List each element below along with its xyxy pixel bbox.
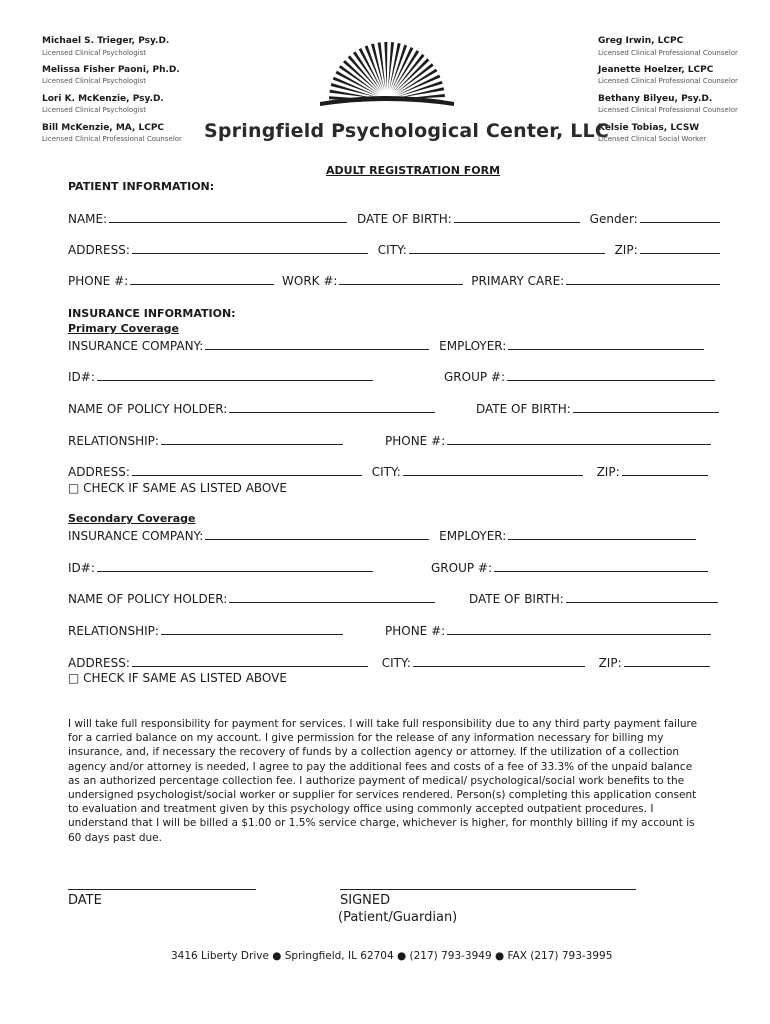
address-field[interactable] bbox=[132, 242, 368, 254]
address-label: ADDRESS: bbox=[68, 243, 130, 257]
sunrise-logo-icon bbox=[312, 40, 462, 112]
employer-label: EMPLOYER: bbox=[439, 339, 507, 353]
secondary-relationship-row bbox=[68, 623, 343, 638]
secondary-same-checkbox[interactable]: □ CHECK IF SAME AS LISTED ABOVE bbox=[68, 671, 287, 685]
primary-dob-row bbox=[476, 401, 719, 416]
city-label: CITY: bbox=[381, 656, 411, 670]
phone-label: PHONE #: bbox=[385, 434, 446, 448]
secondary-company-field[interactable] bbox=[205, 528, 429, 540]
primary-address-field[interactable] bbox=[132, 464, 362, 476]
staff-title: Licensed Clinical Psychologist bbox=[42, 106, 146, 114]
secondary-company-row bbox=[68, 528, 696, 543]
secondary-phone-field[interactable] bbox=[447, 623, 711, 635]
dob-label: DATE OF BIRTH: bbox=[476, 402, 571, 416]
primary-care-field[interactable] bbox=[566, 273, 720, 285]
agreement-text: I will take full responsibility for payment for services. I will take full responsibility due to any third party payment failure for a carried balance on my account. I give permission for the release of any information necessary for billing my insurance, and, if necessary the recovery of funds by a collection agency or attorney. If the utilization of a collection agency and/or attorney is needed, I agree to pay the additional fees and costs of a fee of 33.3% of the unpaid balance as an authorized percentage collection fee. I authorize payment of medical/ psychological/social work benefits to the undersigned psychologist/social worker or supplier for services rendered. Person(s) completing this application consent to evaluation and treatment given by this psychology office using commonly accepted outpatient procedures. I understand that I will be billed a $1.00 or 1.5% service charge, whichever is higher, for monthly billing if my account is 60 days past due. bbox=[68, 718, 698, 844]
form-title: ADULT REGISTRATION FORM bbox=[326, 164, 501, 177]
city-label: CITY: bbox=[377, 243, 407, 257]
primary-care-label: PRIMARY CARE: bbox=[471, 274, 565, 288]
gender-label: Gender: bbox=[589, 212, 638, 226]
footer-contact: 3416 Liberty Drive ● Springfield, IL 62704 ● (217) 793-3949 ● FAX (217) 793-3995 bbox=[171, 950, 613, 962]
city-field[interactable] bbox=[409, 242, 605, 254]
staff-name: Michael S. Trieger, Psy.D. bbox=[42, 36, 170, 46]
primary-id-row bbox=[68, 369, 373, 384]
primary-dob-field[interactable] bbox=[573, 401, 719, 413]
id-label: ID#: bbox=[68, 370, 95, 384]
work-field[interactable] bbox=[339, 273, 463, 285]
secondary-id-row bbox=[68, 560, 373, 575]
primary-holder-row bbox=[68, 401, 435, 416]
primary-relationship-field[interactable] bbox=[161, 433, 343, 445]
secondary-id-field[interactable] bbox=[97, 560, 373, 572]
patient-info-heading: PATIENT INFORMATION: bbox=[68, 180, 215, 193]
company-label: INSURANCE COMPANY: bbox=[68, 529, 204, 543]
secondary-coverage-heading: Secondary Coverage bbox=[68, 512, 196, 525]
group-label: GROUP #: bbox=[444, 370, 506, 384]
secondary-relationship-field[interactable] bbox=[161, 623, 343, 635]
signed-label: SIGNED bbox=[340, 893, 391, 908]
dob-field[interactable] bbox=[454, 211, 580, 223]
secondary-dob-field[interactable] bbox=[566, 591, 718, 603]
date-label: DATE bbox=[68, 893, 102, 908]
patient-address-row bbox=[68, 242, 720, 257]
zip-field[interactable] bbox=[640, 242, 720, 254]
secondary-holder-row bbox=[68, 591, 435, 606]
secondary-zip-field[interactable] bbox=[624, 655, 710, 667]
secondary-group-field[interactable] bbox=[494, 560, 708, 572]
secondary-dob-row bbox=[469, 591, 718, 606]
holder-label: NAME OF POLICY HOLDER: bbox=[68, 402, 228, 416]
name-field[interactable] bbox=[109, 211, 347, 223]
secondary-group-row bbox=[431, 560, 708, 575]
primary-id-field[interactable] bbox=[97, 369, 373, 381]
primary-phone-field[interactable] bbox=[447, 433, 711, 445]
secondary-employer-field[interactable] bbox=[508, 528, 696, 540]
zip-label: ZIP: bbox=[596, 465, 620, 479]
city-label: CITY: bbox=[371, 465, 401, 479]
center-name: Springfield Psychological Center, LLC bbox=[204, 120, 609, 142]
primary-employer-field[interactable] bbox=[508, 338, 704, 350]
date-signature-line[interactable] bbox=[68, 889, 256, 890]
primary-company-field[interactable] bbox=[205, 338, 429, 350]
staff-name: Lori K. McKenzie, Psy.D. bbox=[42, 94, 164, 104]
gender-field[interactable] bbox=[640, 211, 720, 223]
employer-label: EMPLOYER: bbox=[439, 529, 507, 543]
staff-title: Licensed Clinical Professional Counselor bbox=[42, 135, 182, 143]
secondary-holder-field[interactable] bbox=[229, 591, 435, 603]
address-label: ADDRESS: bbox=[68, 656, 130, 670]
zip-label: ZIP: bbox=[598, 656, 622, 670]
primary-address-row bbox=[68, 464, 708, 479]
phone-label: PHONE #: bbox=[385, 624, 446, 638]
signed-signature-line[interactable] bbox=[340, 889, 636, 890]
staff-name: Greg Irwin, LCPC bbox=[598, 36, 684, 46]
primary-zip-field[interactable] bbox=[622, 464, 708, 476]
patient-name-row bbox=[68, 211, 720, 226]
id-label: ID#: bbox=[68, 561, 95, 575]
staff-name: Bethany Bilyeu, Psy.D. bbox=[598, 94, 713, 104]
dob-label: DATE OF BIRTH: bbox=[469, 592, 564, 606]
staff-title: Licensed Clinical Psychologist bbox=[42, 49, 146, 57]
holder-label: NAME OF POLICY HOLDER: bbox=[68, 592, 228, 606]
secondary-city-field[interactable] bbox=[413, 655, 585, 667]
staff-title: Licensed Clinical Professional Counselor bbox=[598, 106, 738, 114]
work-label: WORK #: bbox=[282, 274, 338, 288]
dob-label: DATE OF BIRTH: bbox=[357, 212, 452, 226]
zip-label: ZIP: bbox=[614, 243, 638, 257]
patient-guardian-label: (Patient/Guardian) bbox=[338, 910, 458, 925]
staff-name: Kelsie Tobias, LCSW bbox=[598, 123, 700, 133]
insurance-heading: INSURANCE INFORMATION: bbox=[68, 307, 236, 320]
primary-group-field[interactable] bbox=[507, 369, 715, 381]
staff-name: Melissa Fisher Paoni, Ph.D. bbox=[42, 65, 180, 75]
primary-relationship-row bbox=[68, 433, 343, 448]
secondary-address-row bbox=[68, 655, 710, 670]
primary-group-row bbox=[444, 369, 715, 384]
relationship-label: RELATIONSHIP: bbox=[68, 434, 159, 448]
relationship-label: RELATIONSHIP: bbox=[68, 624, 159, 638]
primary-phone-row bbox=[385, 433, 711, 448]
secondary-phone-row bbox=[385, 623, 711, 638]
secondary-address-field[interactable] bbox=[132, 655, 368, 667]
staff-title: Licensed Clinical Professional Counselor bbox=[598, 49, 738, 57]
primary-coverage-heading: Primary Coverage bbox=[68, 322, 180, 335]
staff-name: Bill McKenzie, MA, LCPC bbox=[42, 123, 165, 133]
phone-label: PHONE #: bbox=[68, 274, 129, 288]
staff-title: Licensed Clinical Social Worker bbox=[598, 135, 707, 143]
company-label: INSURANCE COMPANY: bbox=[68, 339, 204, 353]
staff-title: Licensed Clinical Psychologist bbox=[42, 77, 146, 85]
primary-holder-field[interactable] bbox=[229, 401, 435, 413]
primary-same-checkbox[interactable]: □ CHECK IF SAME AS LISTED ABOVE bbox=[68, 481, 287, 495]
staff-title: Licensed Clinical Professional Counselor bbox=[598, 77, 738, 85]
address-label: ADDRESS: bbox=[68, 465, 130, 479]
name-label: NAME: bbox=[68, 212, 108, 226]
patient-phone-row bbox=[68, 273, 720, 288]
primary-city-field[interactable] bbox=[403, 464, 583, 476]
phone-field[interactable] bbox=[130, 273, 274, 285]
staff-name: Jeanette Hoelzer, LCPC bbox=[598, 65, 714, 75]
group-label: GROUP #: bbox=[431, 561, 493, 575]
primary-company-row bbox=[68, 338, 704, 353]
